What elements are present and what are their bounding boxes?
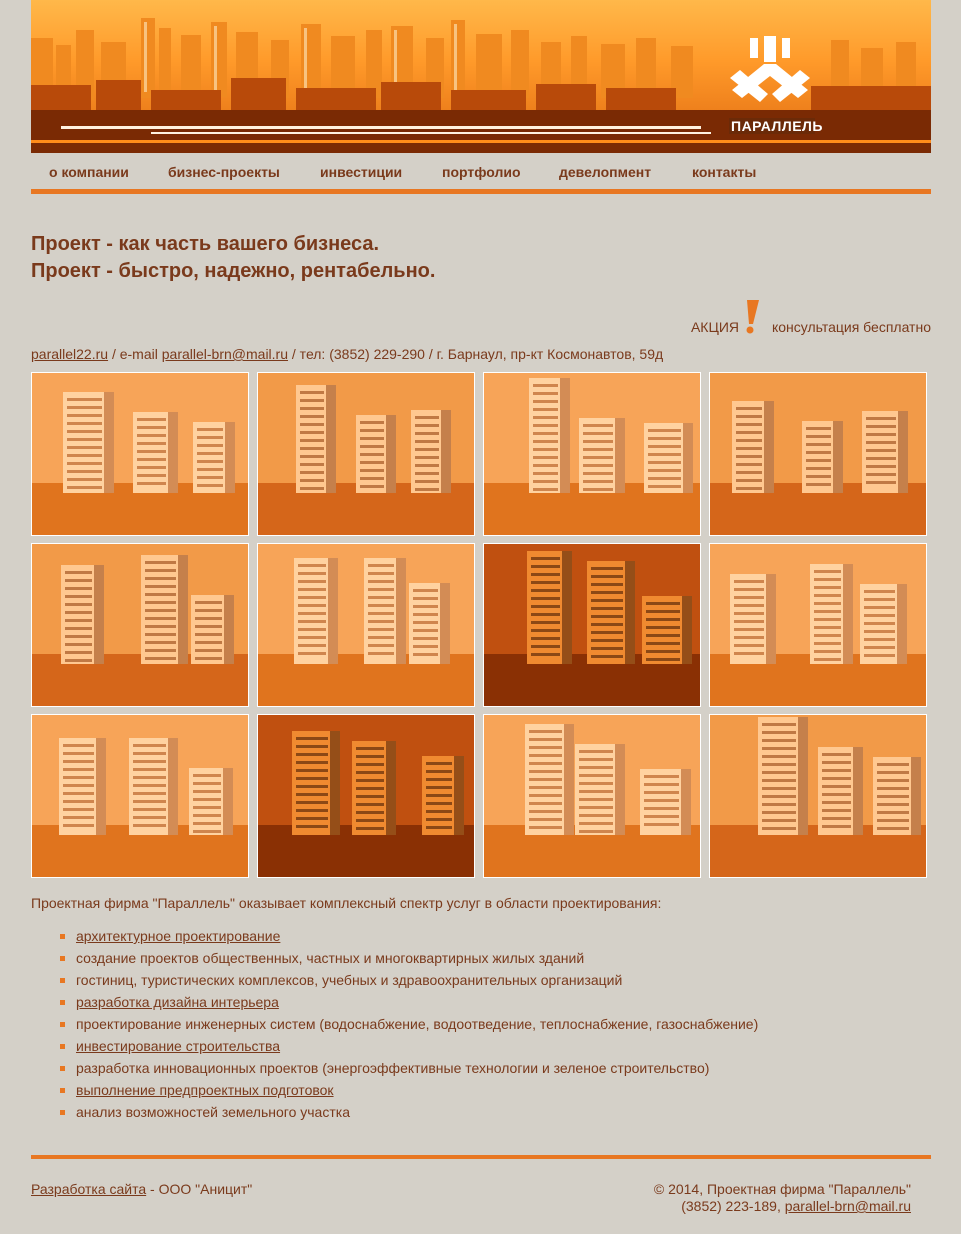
bullet-icon — [60, 956, 65, 961]
developer-name: - ООО "Аницит" — [146, 1181, 253, 1197]
footer-developer — [31, 1181, 252, 1197]
service-link[interactable]: архитектурное проектирование — [76, 928, 281, 944]
gallery-thumb[interactable] — [257, 372, 475, 536]
gallery-thumb[interactable] — [31, 372, 249, 536]
gallery-thumb[interactable] — [709, 714, 927, 878]
site-link[interactable]: parallel22.ru — [31, 346, 109, 362]
email-link[interactable]: parallel-brn@mail.ru — [161, 346, 289, 362]
nav-item-development[interactable]: девелопмент — [559, 164, 652, 180]
service-item[interactable] — [31, 925, 758, 947]
footer-divider — [31, 1155, 931, 1159]
project-render-image — [258, 715, 475, 878]
project-render-image — [32, 715, 249, 878]
project-render-image — [484, 715, 701, 878]
gallery-thumb[interactable] — [483, 543, 701, 707]
footer-phone: (3852) 223-189, — [681, 1198, 785, 1214]
service-item — [31, 1101, 758, 1123]
bullet-icon — [60, 1000, 65, 1005]
footer-email-link[interactable]: parallel-brn@mail.ru — [784, 1198, 911, 1214]
gallery-thumb[interactable] — [709, 372, 927, 536]
service-item — [31, 1057, 758, 1079]
service-text: анализ возможностей земельного участка — [76, 1104, 350, 1120]
bullet-icon — [60, 934, 65, 939]
service-link[interactable]: выполнение предпроектных подготовок — [76, 1082, 334, 1098]
project-gallery — [31, 372, 931, 882]
project-render-image — [484, 544, 701, 707]
service-item[interactable] — [31, 1035, 758, 1057]
project-render-image — [710, 373, 927, 536]
bullet-icon — [60, 1044, 65, 1049]
developer-link[interactable]: Разработка сайта — [31, 1181, 147, 1197]
logo-text: ПАРАЛЛЕЛЬ — [731, 118, 823, 134]
slogan-line-2: Проект - быстро, надежно, рентабельно. — [31, 260, 436, 282]
gallery-thumb[interactable] — [257, 714, 475, 878]
service-item — [31, 969, 758, 991]
project-render-image — [710, 544, 927, 707]
gallery-thumb[interactable] — [257, 543, 475, 707]
bullet-icon — [60, 978, 65, 983]
bullet-icon — [60, 1110, 65, 1115]
project-render-image — [484, 373, 701, 536]
exclamation-icon — [743, 300, 759, 334]
service-link[interactable]: разработка дизайна интерьера — [76, 994, 279, 1010]
project-render-image — [258, 373, 475, 536]
project-render-image — [32, 373, 249, 536]
bullet-icon — [60, 1088, 65, 1093]
nav-item-business-projects[interactable]: бизнес-проекты — [168, 164, 280, 180]
nav-item-contacts[interactable]: контакты — [692, 164, 757, 180]
gallery-thumb[interactable] — [31, 543, 249, 707]
slogan-line-1: Проект - как часть вашего бизнеса. — [31, 233, 380, 255]
service-item — [31, 1013, 758, 1035]
project-render-image — [258, 544, 475, 707]
service-item — [31, 947, 758, 969]
main-nav — [31, 153, 931, 195]
service-text: разработка инновационных проектов (энергоэффективные технологии и зеленое строительство) — [76, 1060, 710, 1076]
contact-line — [31, 346, 663, 362]
nav-item-about[interactable]: о компании — [49, 164, 129, 180]
nav-item-investments[interactable]: инвестиции — [320, 164, 403, 180]
project-render-image — [710, 715, 927, 878]
gallery-thumb[interactable] — [483, 714, 701, 878]
footer-contacts — [654, 1181, 911, 1215]
service-link[interactable]: инвестирование строительства — [76, 1038, 281, 1054]
services-list — [31, 925, 758, 1123]
copyright: © 2014, Проектная фирма "Параллель" — [653, 1181, 911, 1197]
bullet-icon — [60, 1066, 65, 1071]
service-item[interactable] — [31, 991, 758, 1013]
nav-divider — [31, 189, 931, 194]
header-banner — [31, 0, 931, 153]
slogan — [31, 231, 435, 285]
gallery-thumb[interactable] — [709, 543, 927, 707]
project-render-image — [32, 544, 249, 707]
service-text: проектирование инженерных систем (водоснабжение, водоотведение, теплоснабжение, газоснабжение) — [76, 1016, 759, 1032]
service-text: создание проектов общественных, частных и многоквартирных жилых зданий — [76, 950, 585, 966]
nav-item-portfolio[interactable]: портфолио — [442, 164, 521, 180]
promo-text: консультация бесплатно — [771, 319, 931, 335]
services-intro: Проектная фирма "Параллель" оказывает комплексный спектр услуг в области проектирования: — [31, 895, 662, 911]
gallery-thumb[interactable] — [483, 372, 701, 536]
gallery-thumb[interactable] — [31, 714, 249, 878]
service-item[interactable] — [31, 1079, 758, 1101]
service-text: гостиниц, туристических комплексов, учебных и здравоохранительных организаций — [76, 972, 623, 988]
contact-details: / тел: (3852) 229-290 / г. Барнаул, пр-кт Космонавтов, 59д — [288, 346, 664, 362]
email-label: / e-mail — [108, 346, 162, 362]
promo-label: АКЦИЯ — [690, 319, 739, 335]
bullet-icon — [60, 1022, 65, 1027]
